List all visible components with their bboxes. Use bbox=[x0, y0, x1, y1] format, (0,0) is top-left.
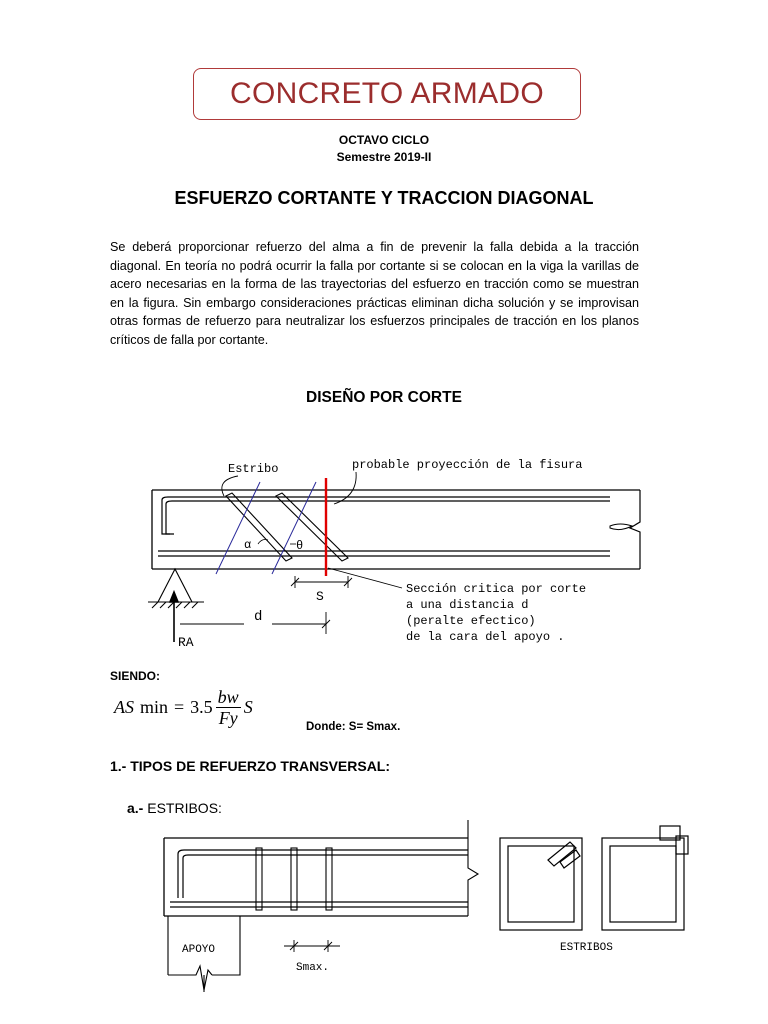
stirrup-section-2 bbox=[602, 826, 688, 930]
formula-coefficient: 3.5 bbox=[190, 696, 213, 717]
semester-label: Semestre 2019-II bbox=[336, 150, 432, 164]
critical-section-line4: de la cara del apoyo . bbox=[406, 630, 565, 644]
subsection-a-label: a.- bbox=[127, 800, 144, 816]
apoyo-label: APOYO bbox=[182, 944, 216, 956]
section-heading: ESFUERZO CORTANTE Y TRACCION DIAGONAL bbox=[174, 188, 594, 208]
cycle-label: OCTAVO CICLO bbox=[338, 133, 430, 147]
critical-section-line3: (peralte efectico) bbox=[406, 614, 536, 628]
critical-section-line2: a una distancia d bbox=[406, 598, 529, 612]
estribos-label: ESTRIBOS bbox=[560, 942, 613, 954]
title-box bbox=[193, 68, 581, 120]
as-min-formula bbox=[114, 684, 253, 730]
theta-label: θ bbox=[296, 539, 304, 553]
formula-factor: S bbox=[243, 696, 253, 717]
break-symbol-2 bbox=[468, 820, 478, 916]
section-1-title: 1.- TIPOS DE REFUERZO TRANSVERSAL: bbox=[110, 758, 391, 774]
s-dimension bbox=[291, 576, 352, 588]
formula-fraction bbox=[216, 687, 241, 728]
critical-section-line1: Sección critica por corte bbox=[406, 582, 587, 596]
d-label: d bbox=[254, 609, 263, 625]
formula-lhs: AS bbox=[114, 696, 134, 717]
shear-beam-diagram bbox=[120, 452, 660, 652]
reaction-arrow bbox=[170, 592, 178, 642]
top-bar-2 bbox=[178, 850, 468, 898]
break-symbol bbox=[630, 490, 640, 569]
tension-trajectory-lines bbox=[216, 482, 316, 574]
s-label: S bbox=[316, 589, 324, 604]
beam-outline bbox=[152, 490, 640, 569]
vertical-stirrups bbox=[256, 848, 332, 910]
formula-min: min bbox=[140, 696, 169, 717]
fisura-label: probable proyección de la fisura bbox=[352, 458, 583, 472]
siendo-label: SIENDO: bbox=[110, 669, 161, 683]
ra-label: RA bbox=[178, 635, 194, 650]
subsection-a-text: ESTRIBOS: bbox=[147, 800, 222, 816]
formula-equals: = bbox=[174, 696, 185, 717]
formula-denominator: Fy bbox=[218, 707, 238, 728]
smax-dimension bbox=[284, 940, 340, 952]
subsection-a-title bbox=[127, 800, 222, 816]
top-bar bbox=[162, 497, 610, 534]
bottom-bar-2 bbox=[170, 902, 468, 907]
estribo-label: Estribo bbox=[228, 462, 279, 476]
document-title: CONCRETO ARMADO bbox=[230, 77, 544, 110]
intro-paragraph: Se deberá proporcionar refuerzo del alma a fin de prevenir la falla debida a la tracción diagonal. En teoría no podrá ocurrir la falla por cortante si se colocan en la viga la varillas de acero necesarias en la forma de las trayectorias del esfuerzo en tracción como se muestran en la figura. Sin embargo consideraciones prácticas eliminan dicha solución y se improvisan otras formas de refuerzo para neutralizar los esfuerzos principales de tracción en los planos críticos de falla por cortante. bbox=[110, 240, 639, 347]
smax-label: Smax. bbox=[296, 962, 330, 974]
donde-note: Donde: S= Smax. bbox=[306, 721, 401, 733]
stirrups-diagram bbox=[150, 820, 710, 1000]
stirrup-section-1 bbox=[500, 838, 582, 930]
alpha-label: α bbox=[244, 538, 252, 552]
formula-numerator: bw bbox=[217, 686, 239, 707]
design-heading: DISEÑO POR CORTE bbox=[306, 389, 462, 406]
